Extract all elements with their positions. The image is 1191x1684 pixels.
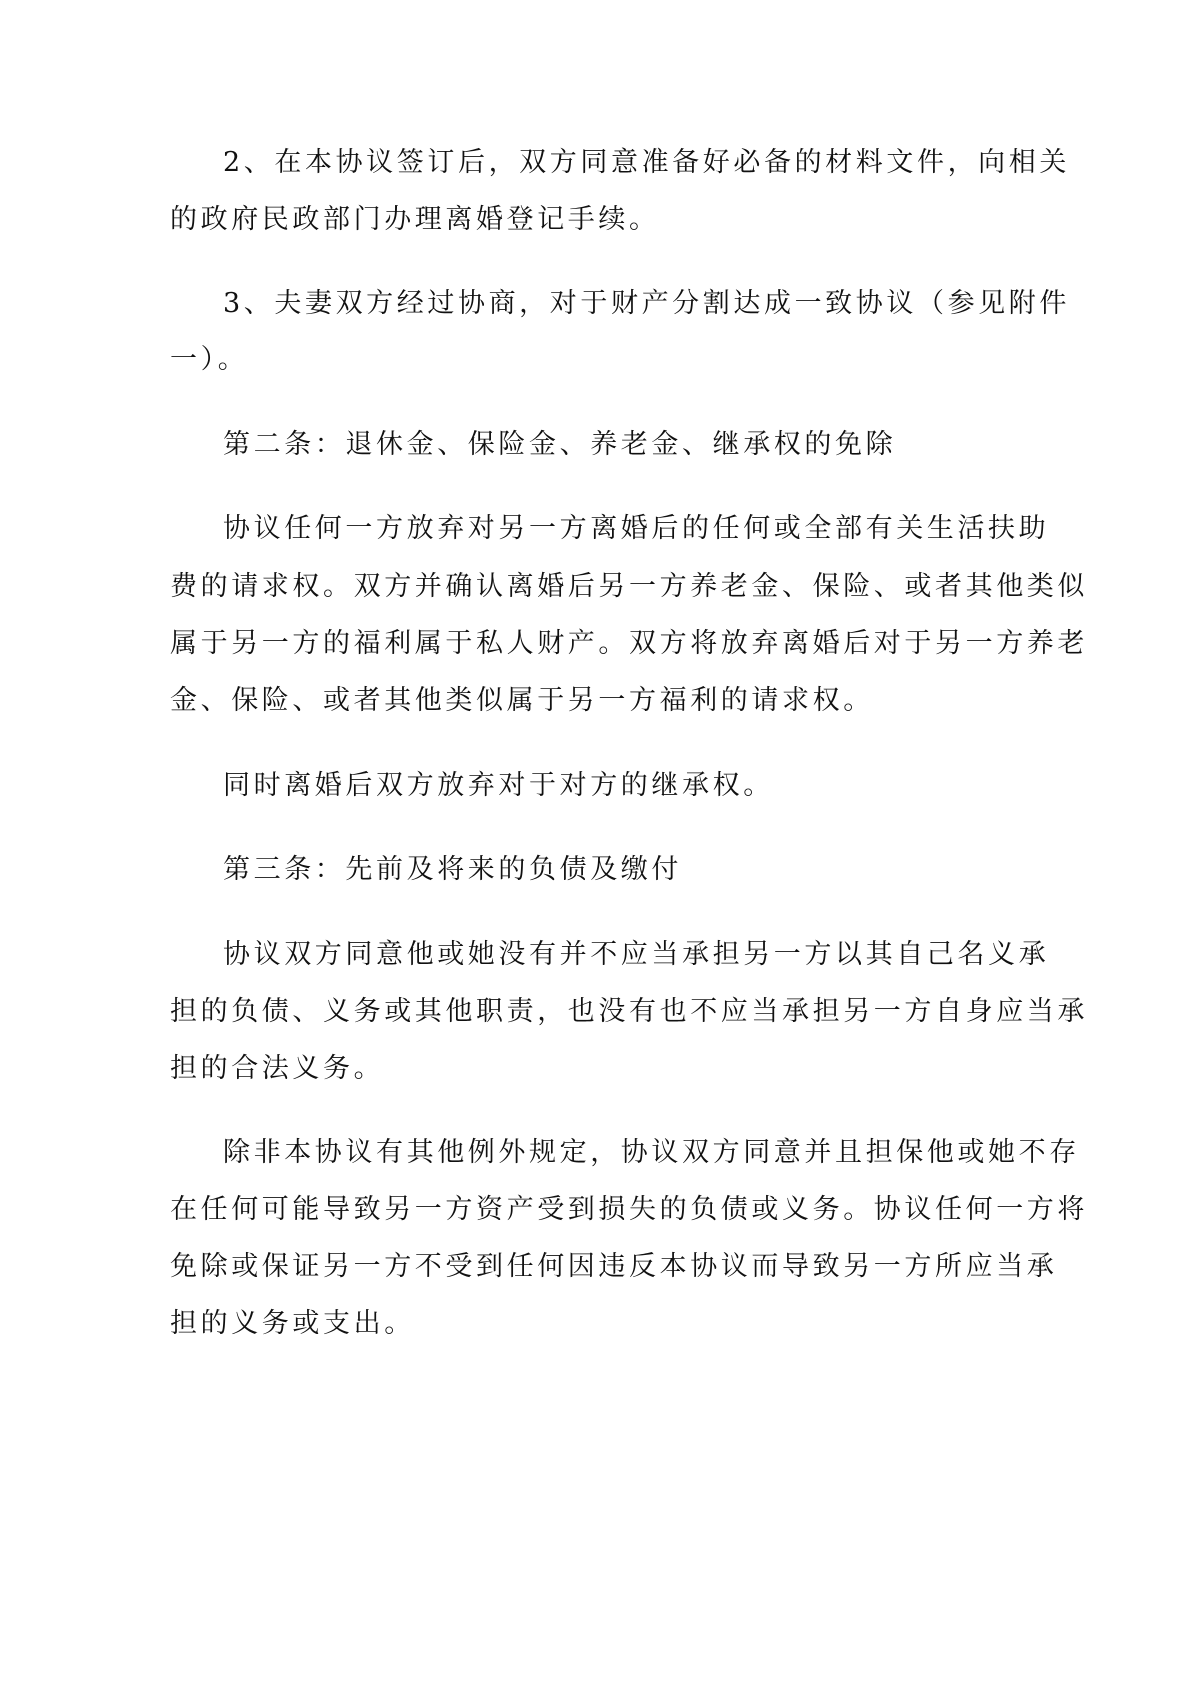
clause-1-item-2-line-2: 的政府民政部门办理离婚登记手续。 <box>170 204 660 235</box>
article-2-para-1-line-3: 属于另一方的福利属于私人财产。双方将放弃离婚后对于另一方养老 <box>170 628 1088 659</box>
article-3-para-1-line-3: 担的合法义务。 <box>170 1053 385 1084</box>
article-2-para-1-line-1: 协议任何一方放弃对另一方离婚后的任何或全部有关生活扶助 <box>223 513 1050 544</box>
article-3-para-2-line-3: 免除或保证另一方不受到任何因违反本协议而导致另一方所应当承 <box>170 1251 1058 1282</box>
clause-1-item-2-line-1: 2、在本协议签订后，双方同意准备好必备的材料文件，向相关 <box>223 147 1070 178</box>
article-3-heading: 第三条：先前及将来的负债及缴付 <box>223 854 682 885</box>
article-2-para-1-line-4: 金、保险、或者其他类似属于另一方福利的请求权。 <box>170 685 874 716</box>
clause-1-item-3-line-1: 3、夫妻双方经过协商，对于财产分割达成一致协议（参见附件 <box>223 288 1070 319</box>
clause-1-item-3-line-2: 一）。 <box>170 344 249 375</box>
article-3-para-2-line-4: 担的义务或支出。 <box>170 1308 415 1339</box>
article-2-para-2: 同时离婚后双方放弃对于对方的继承权。 <box>223 770 774 801</box>
article-3-para-1-line-2: 担的负债、义务或其他职责，也没有也不应当承担另一方自身应当承 <box>170 996 1088 1027</box>
article-3-para-1-line-1: 协议双方同意他或她没有并不应当承担另一方以其自己名义承 <box>223 939 1050 970</box>
article-3-para-2-line-1: 除非本协议有其他例外规定，协议双方同意并且担保他或她不存 <box>223 1137 1080 1168</box>
article-3-para-2-line-2: 在任何可能导致另一方资产受到损失的负债或义务。协议任何一方将 <box>170 1194 1088 1225</box>
article-2-para-1-line-2: 费的请求权。双方并确认离婚后另一方养老金、保险、或者其他类似 <box>170 571 1088 602</box>
article-2-heading: 第二条：退休金、保险金、养老金、继承权的免除 <box>223 429 897 460</box>
